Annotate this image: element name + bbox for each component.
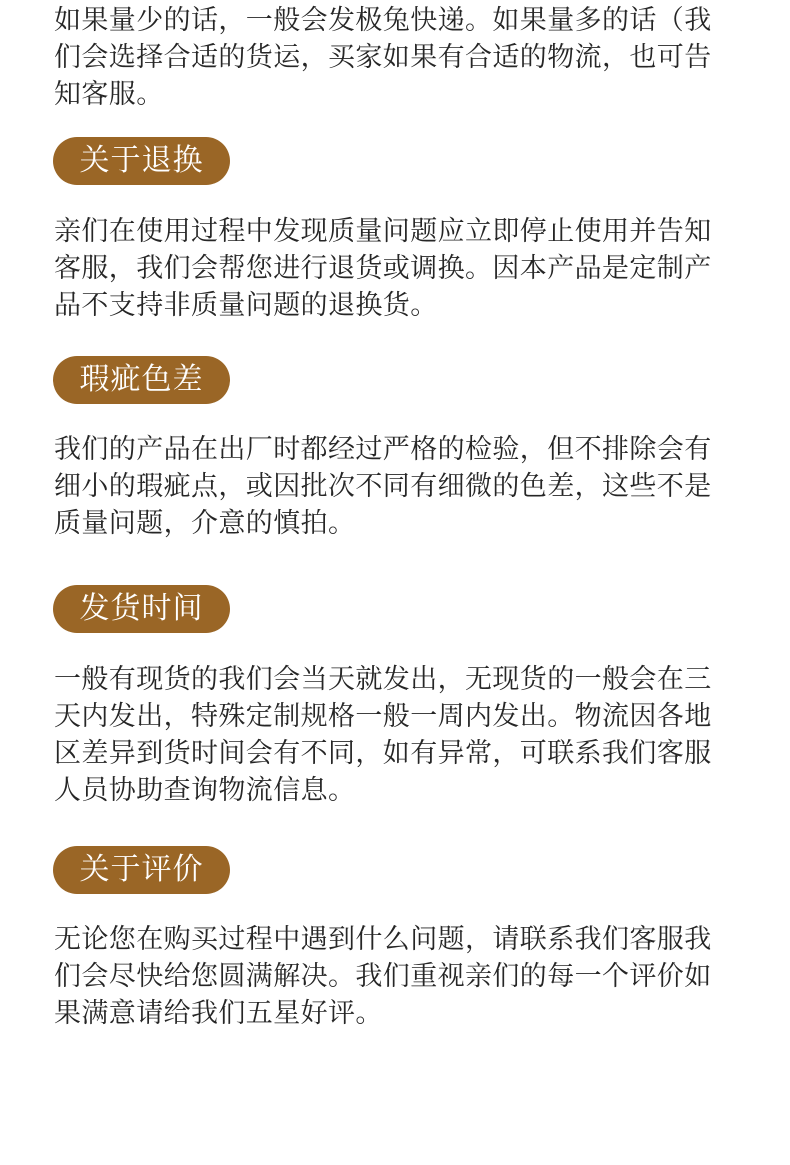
- shipping-info-paragraph: 如果量少的话，一般会发极兔快递。如果量多的话（我们会选择合适的货运，买家如果有合适的物流，也可告知客服。: [54, 5, 712, 110]
- defects-paragraph: 我们的产品在出厂时都经过严格的检验，但不排除会有细小的瑕疵点，或因批次不同有细微的色差，这些不是质量问题，介意的慎拍。: [54, 434, 712, 539]
- reviews-paragraph: 无论您在购买过程中遇到什么问题，请联系我们客服我们会尽快给您圆满解决。我们重视亲们的每一个评价如果满意请给我们五星好评。: [54, 924, 712, 1029]
- defects-heading-badge: 瑕疵色差: [53, 356, 230, 404]
- returns-heading-badge: 关于退换: [53, 137, 230, 185]
- returns-paragraph: 亲们在使用过程中发现质量问题应立即停止使用并告知客服，我们会帮您进行退货或调换。因本产品是定制产品不支持非质量问题的退换货。: [54, 216, 712, 321]
- delivery-time-heading-badge: 发货时间: [53, 585, 230, 633]
- reviews-heading-badge: 关于评价: [53, 846, 230, 894]
- delivery-time-paragraph: 一般有现货的我们会当天就发出，无现货的一般会在三天内发出，特殊定制规格一般一周内发出。物流因各地区差异到货时间会有不同，如有异常，可联系我们客服人员协助查询物流信息。: [54, 664, 712, 806]
